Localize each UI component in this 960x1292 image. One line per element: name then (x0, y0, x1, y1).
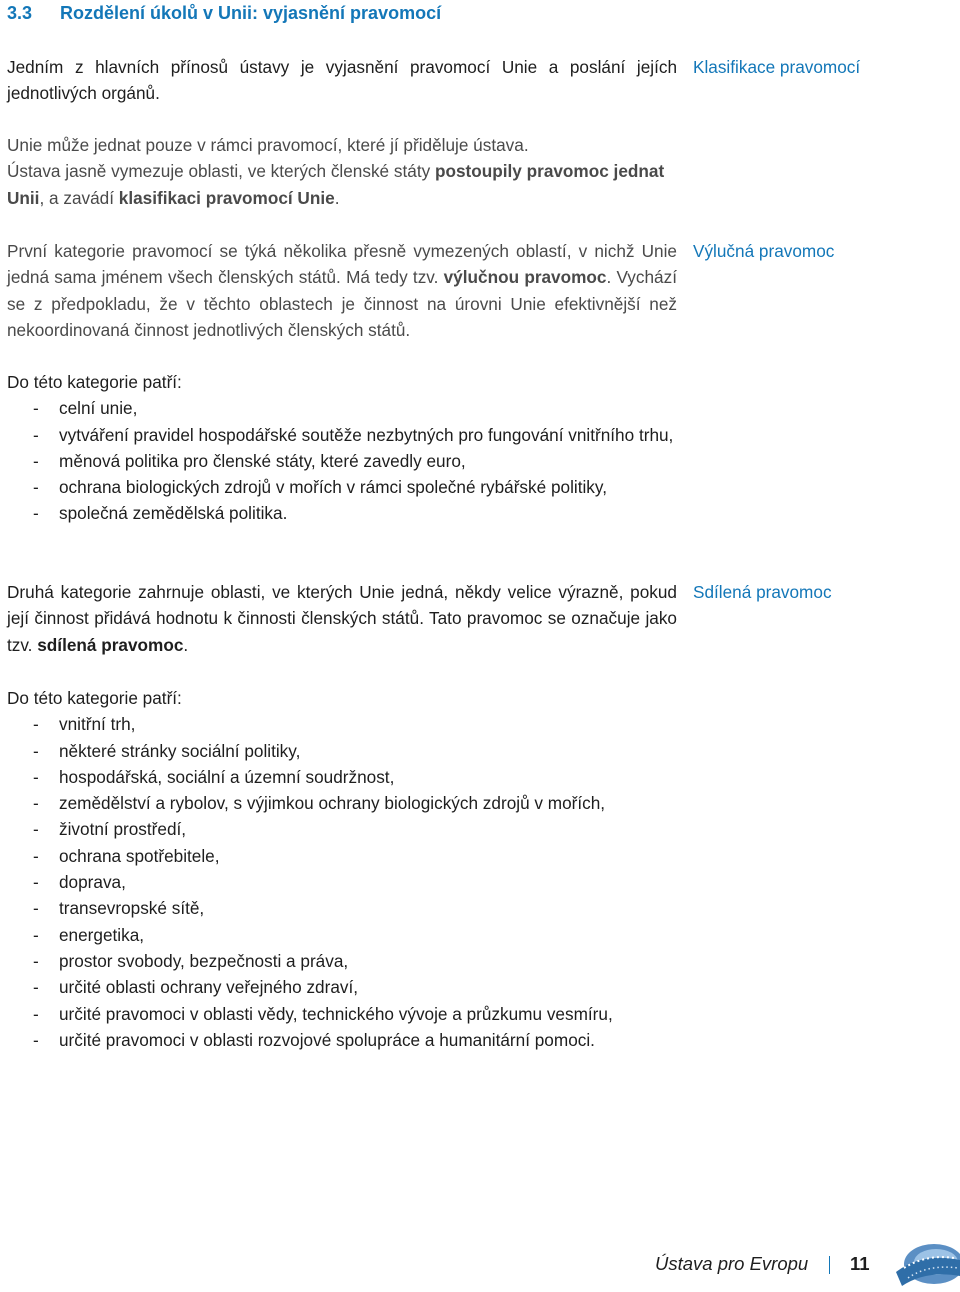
list-item-text: hospodářská, sociální a územní soudržnost, (59, 766, 395, 787)
footer-publication-title: Ústava pro Evropu (655, 1253, 809, 1274)
list-intro: Do této kategorie patří: (7, 688, 182, 708)
text-run: , a zavádí (39, 187, 119, 208)
list-item: - ochrana spotřebitele, (33, 845, 220, 866)
exclusive-text (7, 238, 677, 343)
competence-paragraph (7, 132, 677, 211)
section-heading (7, 3, 441, 24)
text-run: . Vychází se z předpokladu, že v těchto oblastech je činnost na úrovni Unie efektivnější než nekoordinovaná činnost jednotlivých členských států. (7, 267, 677, 340)
shared-list-block (7, 685, 677, 1053)
text-run: Druhá kategorie zahrnuje oblasti, ve kterých Unie jedná, někdy velice výrazně, pokud její činnost přidává hodnotu k činnosti členských států. Tato pravomoc se označuje jako tzv. (7, 582, 677, 655)
list-item: - vytváření pravidel hospodářské soutěže nezbytných pro fungování vnitřního trhu, (33, 424, 674, 445)
section-title: Rozdělení úkolů v Unii: vyjasnění pravomocí (60, 3, 442, 23)
sidenote-classification: Klasifikace pravomocí (693, 57, 861, 77)
list-item-text: měnová politika pro členské státy, které zavedly euro, (59, 450, 466, 471)
list-item-text: celní unie, (59, 398, 138, 419)
list-item-text: některé stránky sociální politiky, (59, 740, 301, 761)
section-number: 3.3 (7, 3, 33, 23)
list-item: - určité pravomoci v oblasti vědy, technického vývoje a průzkumu vesmíru, (33, 1003, 613, 1024)
bold-run: výlučnou pravomoc (443, 267, 607, 288)
sidenote-shared: Sdílená pravomoc (693, 582, 832, 602)
text-run: . (183, 634, 189, 655)
list-item-text: určité oblasti ochrany veřejného zdraví, (59, 977, 359, 998)
exclusive-list (7, 395, 677, 526)
list-item-text: energetika, (59, 924, 145, 945)
page-number: 11 (850, 1253, 870, 1274)
list-item: - společná zemědělská politika. (33, 503, 288, 524)
footer-divider (829, 1256, 830, 1274)
exclusive-list-block (7, 369, 677, 527)
list-item: - zemědělství a rybolov, s výjimkou ochrany biologických zdrojů v mořích, (33, 793, 606, 814)
list-intro: Do této kategorie patří: (7, 372, 182, 392)
list-item: - vnitřní trh, (33, 714, 136, 735)
list-item: - určité pravomoci v oblasti rozvojové spolupráce a humanitární pomoci. (33, 1029, 595, 1050)
shared-list (7, 711, 677, 1053)
list-item: - určité oblasti ochrany veřejného zdraví, (33, 977, 359, 998)
list-item: - transevropské sítě, (33, 898, 205, 919)
shared-text (7, 579, 677, 658)
list-item: - měnová politika pro členské státy, které zavedly euro, (33, 450, 466, 471)
exclusive-paragraph (7, 238, 677, 343)
list-item-text: určité pravomoci v oblasti rozvojové spolupráce a humanitární pomoci. (59, 1029, 595, 1050)
list-item-text: společná zemědělská politika. (59, 503, 288, 524)
bold-run: klasifikaci pravomocí Unie (118, 187, 335, 208)
eu-logo-icon (892, 1242, 960, 1288)
bold-run: sdílená pravomoc (37, 634, 184, 655)
list-item-text: prostor svobody, bezpečnosti a práva, (59, 950, 349, 971)
list-item-text: vytváření pravidel hospodářské soutěže nezbytných pro fungování vnitřního trhu, (59, 424, 674, 445)
list-item-text: doprava, (59, 872, 126, 893)
list-item: - některé stránky sociální politiky, (33, 740, 301, 761)
list-item-text: určité pravomoci v oblasti vědy, technického vývoje a průzkumu vesmíru, (59, 1003, 613, 1024)
list-item-text: ochrana biologických zdrojů v mořích v rámci společné rybářské politiky, (59, 477, 607, 498)
competence-line: Unie může jednat pouze v rámci pravomocí, které jí přiděluje ústava. (7, 135, 529, 155)
list-item: - životní prostředí, (33, 819, 187, 840)
list-item-text: vnitřní trh, (59, 714, 136, 735)
text-run: První kategorie pravomocí se týká několika přesně vymezených oblastí, v nichž Unie jedná sama jménem všech členských států. Má tedy tzv. (7, 241, 677, 288)
sidenote-exclusive: Výlučná pravomoc (693, 241, 835, 261)
list-item-text: životní prostředí, (59, 819, 187, 840)
intro-text: Jedním z hlavních přínosů ústavy je vyjasnění pravomocí Unie a poslání jejích jednotlivých orgánů. (7, 57, 677, 104)
list-item: - hospodářská, sociální a územní soudržnost, (33, 766, 395, 787)
list-item: - doprava, (33, 872, 126, 893)
bold-run: postoupily pravomoc jednat Unii (7, 161, 665, 208)
intro-paragraph (7, 54, 677, 107)
list-item: - prostor svobody, bezpečnosti a práva, (33, 950, 349, 971)
list-item: - energetika, (33, 924, 145, 945)
list-item-text: transevropské sítě, (59, 898, 205, 919)
list-item: - ochrana biologických zdrojů v mořích v rámci společné rybářské politiky, (33, 477, 607, 498)
shared-paragraph (7, 579, 677, 658)
competence-text (7, 158, 677, 211)
list-item-text: zemědělství a rybolov, s výjimkou ochrany biologických zdrojů v mořích, (59, 793, 606, 814)
text-run: Ústava jasně vymezuje oblasti, ve kterých členské státy (7, 161, 435, 182)
text-run: . (334, 187, 340, 208)
list-item: - celní unie, (33, 398, 138, 419)
list-item-text: ochrana spotřebitele, (59, 845, 220, 866)
